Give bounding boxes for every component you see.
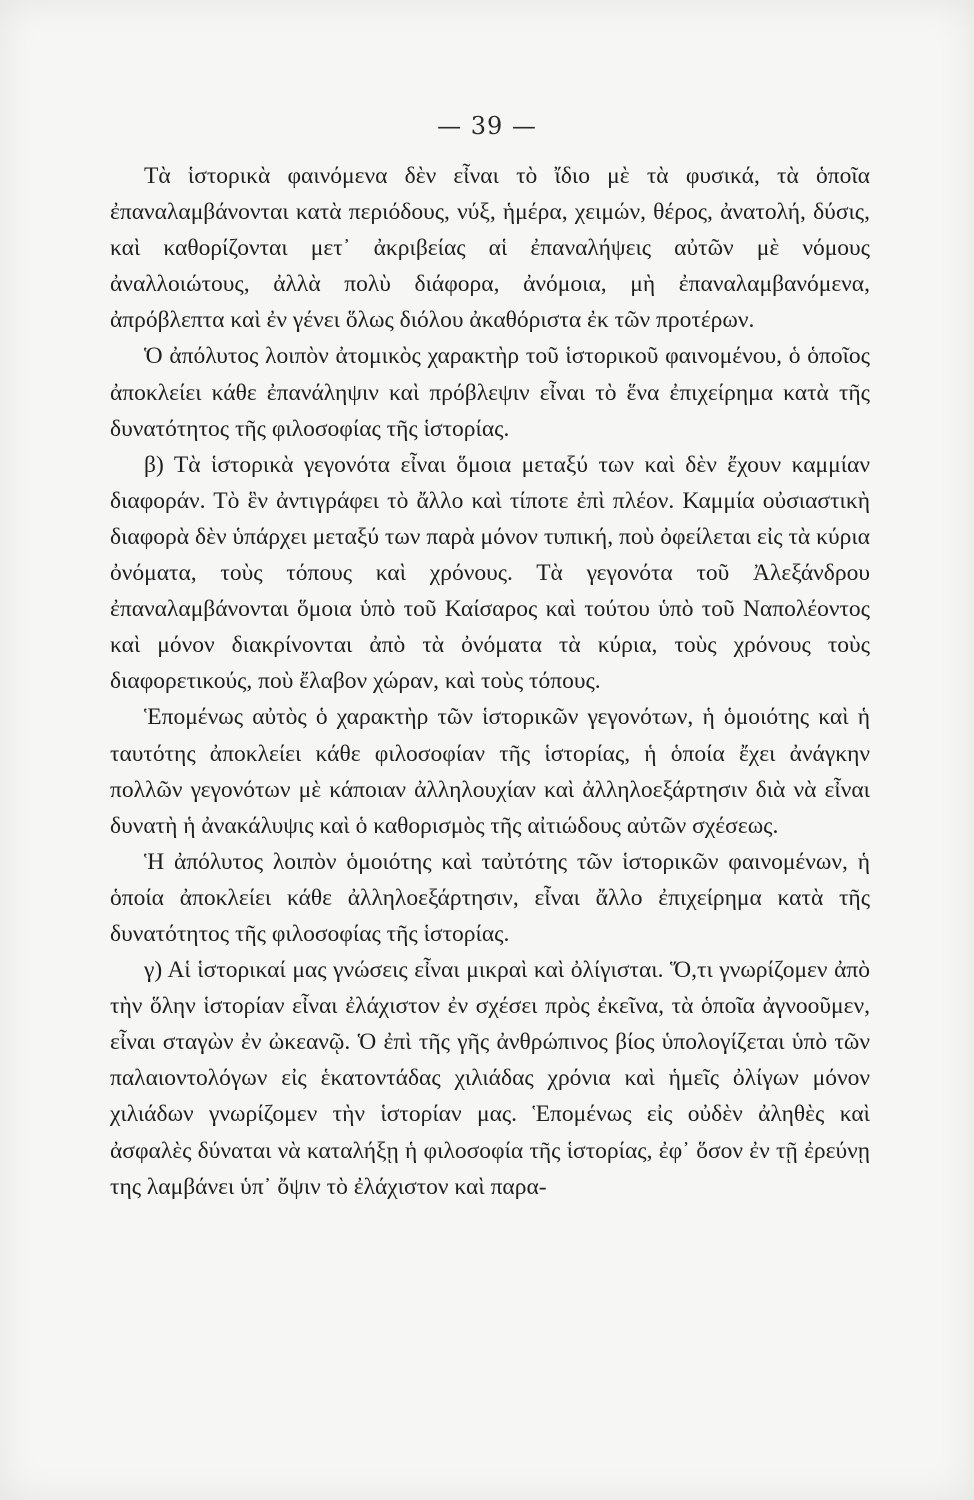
- paragraph-beta-similarity: β) Τὰ ἱστορικὰ γεγονότα εἶναι ὅμοια μεταξύ των καὶ δὲν ἔχουν καμμίαν διαφοράν. Τὸ ἓν ἀντιγράφει τὸ ἄλλο καὶ τίποτε ἐπὶ πλέον. Καμμία οὐσιαστικὴ διαφορὰ δὲν ὑπάρχει μεταξύ των παρὰ μόνον τυπική, ποὺ ὀφείλεται εἰς τὰ κύρια ὀνόματα, τοὺς τόπους καὶ χρόνους. Τὰ γεγονότα τοῦ Ἀλεξάνδρου ἐπαναλαμβάνονται ὅμοια ὑπὸ τοῦ Καίσαρος καὶ τούτου ὑπὸ τοῦ Ναπολέοντος καὶ μόνον διακρίνονται ἀπὸ τὰ ὀνόματα τὰ κύρια, τοὺς χρόνους τοὺς διαφορετικούς, ποὺ ἔλαβον χώραν, καὶ τοὺς τόπους.: [110, 451, 870, 695]
- paragraph-consequently-identity: Ἑπομένως αὐτὸς ὁ χαρακτὴρ τῶν ἱστορικῶν γεγονότων, ἡ ὁμοιότης καὶ ἡ ταυτότης ἀποκλείει κάθε φιλοσοφίαν τῆς ἱστορίας, ἡ ὁποία ἔχει ἀνάγκην πολλῶν γεγονότων μὲ κάποιαν ἀλληλουχίαν καὶ ἀλληλοεξάρτησιν διὰ νὰ εἶναι δυνατὴ ἡ ἀνακάλυψις καὶ ὁ καθορισμὸς τῆς αἰτιώδους αὐτῶν σχέσεως.: [110, 704, 870, 839]
- page-number: — 39 —: [437, 112, 537, 140]
- paragraph-absolute-similarity: Ἡ ἀπόλυτος λοιπὸν ὁμοιότης καὶ ταὐτότης τῶν ἱστορικῶν φαινομένων, ἡ ὁποία ἀποκλείει κάθε ἀλληλοεξάρτησιν, εἶναι ἄλλο ἐπιχείρημα κατὰ τῆς δυνατότητος τῆς φιλοσοφίας τῆς ἱστορίας.: [110, 848, 870, 947]
- body-text: [110, 158, 870, 1205]
- paragraph-individual-character: Ὁ ἀπόλυτος λοιπὸν ἀτομικὸς χαρακτὴρ τοῦ ἱστορικοῦ φαινομένου, ὁ ὁποῖος ἀποκλείει κάθε ἐπανάληψιν καὶ πρόβλεψιν εἶναι τὸ ἕνα ἐπιχείρημα κατὰ τῆς δυνατότητος τῆς φιλοσοφίας τῆς ἱστορίας.: [110, 343, 870, 442]
- paragraph-historical-phenomena: Τὰ ἱστορικὰ φαινόμενα δὲν εἶναι τὸ ἴδιο μὲ τὰ φυσικά, τὰ ὁποῖα ἐπαναλαμβάνονται κατὰ περιόδους, νύξ, ἡμέρα, χειμών, θέρος, ἀνατολή, δύσις, καὶ καθορίζονται μετ᾽ ἀκριβείας αἱ ἐπαναλήψεις αὐτῶν μὲ νόμους ἀναλλοιώτους, ἀλλὰ πολὺ διάφορα, ἀνόμοια, μὴ ἐπαναλαμβανόμενα, ἀπρόβλεπτα καὶ ἐν γένει ὅλως διόλου ἀκαθόριστα ἐκ τῶν προτέρων.: [110, 163, 870, 334]
- paragraph-gamma-knowledge: γ) Αἱ ἱστορικαί μας γνώσεις εἶναι μικραὶ καὶ ὀλίγισται. Ὅ,τι γνωρίζομεν ἀπὸ τὴν ὅλην ἱστορίαν εἶναι ἐλάχιστον ἐν σχέσει πρὸς ἐκεῖνα, τὰ ὁποῖα ἀγνοοῦμεν, εἶναι σταγὼν ἐν ὠκεανῷ. Ὁ ἐπὶ τῆς γῆς ἀνθρώπινος βίος ὑπολογίζεται ὑπὸ τῶν παλαιοντολόγων εἰς ἑκατοντάδας χιλιάδας χρόνια καὶ ἡμεῖς ὀλίγων μόνον χιλιάδων γνωρίζομεν τὴν ἱστορίαν μας. Ἑπομένως εἰς οὐδὲν ἀληθὲς καὶ ἀσφαλὲς δύναται νὰ καταλήξῃ ἡ φιλοσοφία τῆς ἱστορίας, ἐφ᾽ ὅσον ἐν τῇ ἐρεύνῃ της λαμβάνει ὑπ᾽ ὄψιν τὸ ἐλάχιστον καὶ παρα-: [110, 957, 870, 1200]
